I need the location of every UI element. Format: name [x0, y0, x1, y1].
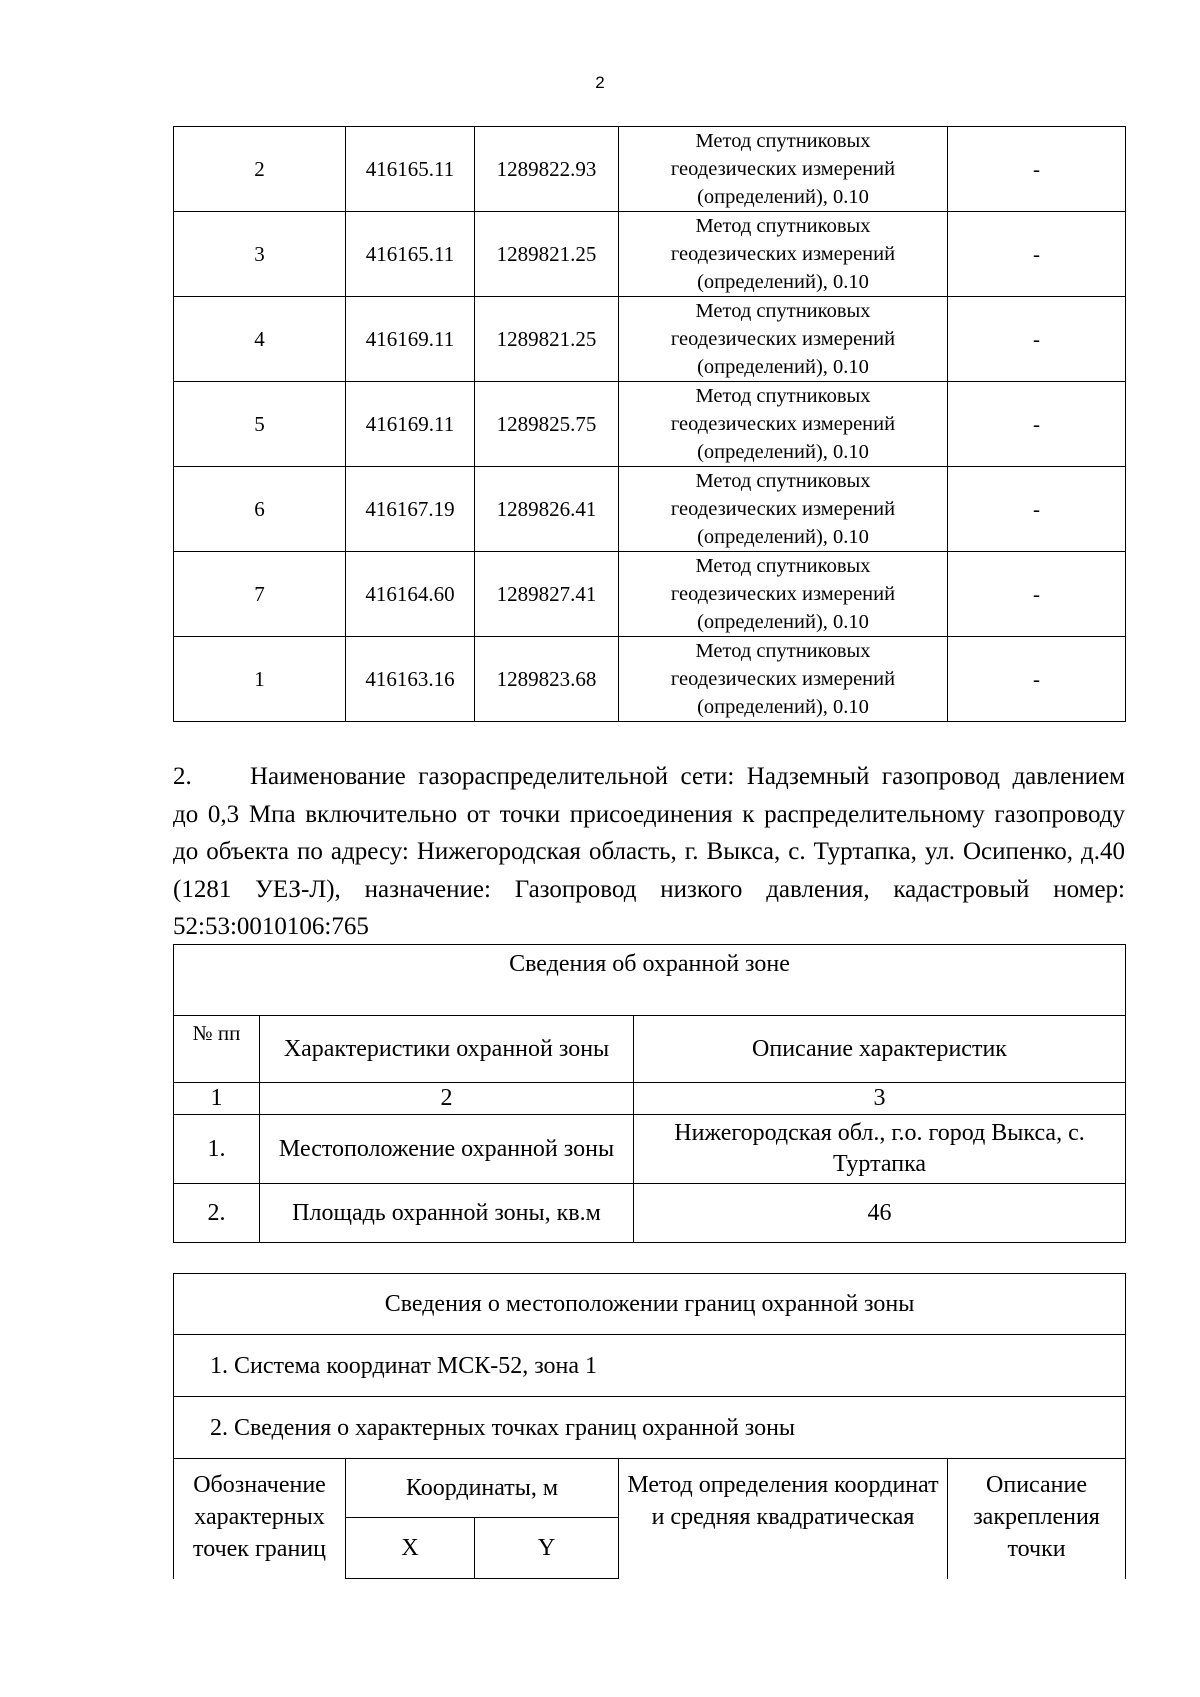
point-label: 3 [174, 212, 346, 297]
point-description: - [948, 212, 1126, 297]
coordinate-row [174, 127, 1126, 212]
method-line: (определений), 0.10 [697, 441, 869, 463]
x-value: 416165.11 [346, 212, 475, 297]
point-label: 6 [174, 467, 346, 552]
x-value: 416165.11 [346, 127, 475, 212]
point-description: - [948, 467, 1126, 552]
method-line: геодезических измерений [670, 413, 896, 435]
zone-row-name: Местоположение охранной зоны [260, 1115, 634, 1184]
zone-table-title: Сведения об охранной зоне [174, 945, 1126, 1016]
x-value: 416169.11 [346, 297, 475, 382]
method-line: (определений), 0.10 [697, 186, 869, 208]
header-y: Y [475, 1518, 619, 1579]
zone-row-value: 46 [634, 1184, 1126, 1243]
header-point-designation: Обозначение характерных точек границ [174, 1459, 346, 1579]
coordinate-system: 1. Система координат МСК-52, зона 1 [174, 1335, 1126, 1397]
method-line: геодезических измерений [670, 328, 896, 350]
y-value: 1289821.25 [475, 212, 619, 297]
method-line: (определений), 0.10 [697, 611, 869, 633]
zone-header-description: Описание характеристик [634, 1016, 1126, 1083]
method-cell [619, 297, 948, 382]
coordinate-row [174, 467, 1126, 552]
coordinate-row [174, 637, 1126, 722]
zone-row-number: 1. [174, 1115, 260, 1184]
zone-col-number: 3 [634, 1083, 1126, 1115]
method-line: геодезических измерений [670, 243, 896, 265]
protection-zone-table [173, 944, 1126, 1243]
point-description: - [948, 637, 1126, 722]
method-cell [619, 637, 948, 722]
method-line: Метод спутниковых [695, 640, 871, 662]
method-cell [619, 552, 948, 637]
header-x: X [346, 1518, 475, 1579]
method-line: геодезических измерений [670, 668, 896, 690]
section-paragraph [173, 758, 1125, 946]
location-table-title: Сведения о местоположении границ охранной зоны [174, 1274, 1126, 1335]
point-description: - [948, 552, 1126, 637]
zone-row-value: Нижегородская обл., г.о. город Выкса, с. Туртапка [634, 1115, 1126, 1184]
method-cell [619, 212, 948, 297]
x-value: 416167.19 [346, 467, 475, 552]
coordinates-table [173, 126, 1126, 722]
zone-col-number: 2 [260, 1083, 634, 1115]
boundary-location-table [173, 1273, 1126, 1579]
section-number: 2. [173, 763, 192, 790]
method-line: Метод спутниковых [695, 215, 871, 237]
coordinate-row [174, 212, 1126, 297]
method-line: Метод спутниковых [695, 385, 871, 407]
zone-row-name: Площадь охранной зоны, кв.м [260, 1184, 634, 1243]
point-description: - [948, 382, 1126, 467]
coordinate-row [174, 382, 1126, 467]
method-cell [619, 127, 948, 212]
point-label: 5 [174, 382, 346, 467]
point-label: 4 [174, 297, 346, 382]
header-coordinates: Координаты, м [346, 1459, 619, 1518]
page-number: 2 [595, 73, 605, 92]
header-description: Описание закрепления точки [948, 1459, 1126, 1579]
points-title: 2. Сведения о характерных точках границ охранной зоны [174, 1397, 1126, 1459]
zone-col-number: 1 [174, 1083, 260, 1115]
point-label: 1 [174, 637, 346, 722]
method-line: (определений), 0.10 [697, 526, 869, 548]
zone-header-characteristics: Характеристики охранной зоны [260, 1016, 634, 1083]
method-line: геодезических измерений [670, 583, 896, 605]
method-line: Метод спутниковых [695, 470, 871, 492]
x-value: 416164.60 [346, 552, 475, 637]
point-label: 7 [174, 552, 346, 637]
method-line: Метод спутниковых [695, 130, 871, 152]
method-line: Метод спутниковых [695, 300, 871, 322]
y-value: 1289823.68 [475, 637, 619, 722]
y-value: 1289822.93 [475, 127, 619, 212]
section-text: Наименование газораспределительной сети: Надземный газопровод давлением до 0,3 Мпа включительно от точки присоединения к распределительному газопроводу до объекта по адресу: Нижегородская область, г. Выкса, с. Туртапка, ул. Осипенко, д.40 (1281 УЕЗ-Л), назначение: Газопровод низкого давления, кадастровый номер: 52:53:0010106:765 [173, 763, 1125, 940]
header-method: Метод определения координат и средняя квадратическая [619, 1459, 948, 1579]
method-line: (определений), 0.10 [697, 356, 869, 378]
point-description: - [948, 297, 1126, 382]
y-value: 1289827.41 [475, 552, 619, 637]
method-line: Метод спутниковых [695, 555, 871, 577]
zone-header-number: № пп [174, 1016, 260, 1083]
method-cell [619, 382, 948, 467]
coordinate-row [174, 552, 1126, 637]
y-value: 1289825.75 [475, 382, 619, 467]
method-cell [619, 467, 948, 552]
point-label: 2 [174, 127, 346, 212]
method-line: геодезических измерений [670, 158, 896, 180]
method-line: (определений), 0.10 [697, 271, 869, 293]
x-value: 416169.11 [346, 382, 475, 467]
x-value: 416163.16 [346, 637, 475, 722]
zone-row-number: 2. [174, 1184, 260, 1243]
coordinate-row [174, 297, 1126, 382]
y-value: 1289826.41 [475, 467, 619, 552]
method-line: геодезических измерений [670, 498, 896, 520]
point-description: - [948, 127, 1126, 212]
y-value: 1289821.25 [475, 297, 619, 382]
method-line: (определений), 0.10 [697, 696, 869, 718]
